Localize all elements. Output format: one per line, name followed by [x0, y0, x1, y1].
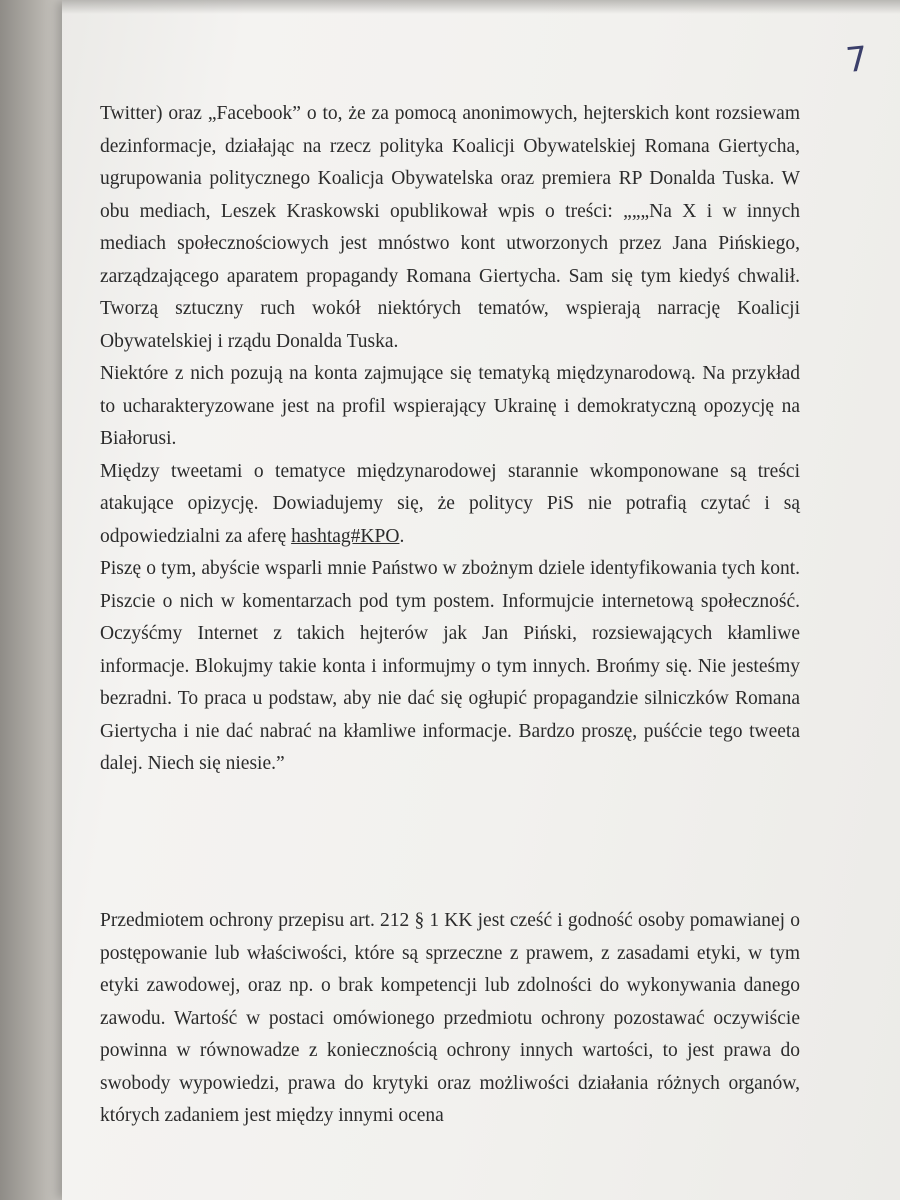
hashtag-link[interactable]: hashtag#KPO — [291, 525, 400, 547]
paragraph-quote-4: Piszę o tym, abyście wsparli mnie Państwo w zbożnym dziele identyfikowania tych kont. Piszcie o nich w komentarzach pod tym postem. Informujcie internetową społeczność. Oczyśćmy Internet z takich hejterów jak Jan Piński, rozsiewających kłamliwe informacje. Blokujmy takie konta i informujmy o tym innych. Brońmy się. Nie jesteśmy bezradni. To praca u podstaw, aby nie dać się ogłupić propagandzie silniczków Romana Giertycha i nie dać nabrać na kłamliwe informacje. Bardzo proszę, puśćcie tego tweeta dalej. Niech się niesie.” — [100, 558, 800, 774]
paragraph-legal: Przedmiotem ochrony przepisu art. 212 § 1 KK jest cześć i godność osoby pomawianej o postępowanie lub właściwości, które są sprzeczne z prawem, z zasadami etyki, w tym etyki zawodowej, oraz np. o brak kompetencji lub zdolności do wykonywania danego zawodu. Wartość w postaci omówionego przedmiotu ochrony pozostawać oczywiście powinna w równowadze z koniecznością ochrony innych wartości, to jest prawa do swobody wypowiedzi, prawa do krytyki oraz możliwości działania różnych organów, których zadaniem jest między innymi ocena — [100, 910, 800, 1126]
legal-analysis-block — [100, 905, 800, 1133]
page-edge-shadow — [0, 0, 70, 1200]
paragraph-quote-1: Twitter) oraz „Facebook” o to, że za pomocą anonimowych, hejterskich kont rozsiewam dezinformacje, działając na rzecz polityka Koalicji Obywatelskiej Romana Giertycha, ugrupowania politycznego Koalicja Obywatelska oraz premiera RP Donalda Tuska. W obu mediach, Leszek Kraskowski opublikował wpis o treści: „„„Na X i w innych mediach społecznościowych jest mnóstwo kont utworzonych przez Jana Pińskiego, zarządzającego aparatem propagandy Romana Giertycha. Sam się tym kiedyś chwalił. Tworzą sztuczny ruch wokół niektórych tematów, wspierają narrację Koalicji Obywatelskiej i rządu Donalda Tuska. — [100, 103, 800, 352]
handwritten-page-number: 7 — [843, 38, 870, 82]
paragraph-quote-3-text: Między tweetami o tematyce międzynarodowej starannie wkomponowane są treści atakujące opizycję. Dowiadujemy się, że politycy PiS nie potrafią czytać i są odpowiedzialni za aferę — [100, 460, 800, 547]
quoted-post-block — [100, 98, 800, 781]
paragraph-quote-2: Niektóre z nich pozują na konta zajmujące się tematyką międzynarodową. Na przykład to ucharakteryzowane jest na profil wspierający Ukrainę i demokratyczną opozycję na Białorusi. — [100, 363, 800, 449]
paper-top-shadow — [62, 0, 900, 14]
paragraph-quote-3 — [100, 456, 800, 554]
paragraph-quote-3-end: . — [399, 525, 405, 547]
